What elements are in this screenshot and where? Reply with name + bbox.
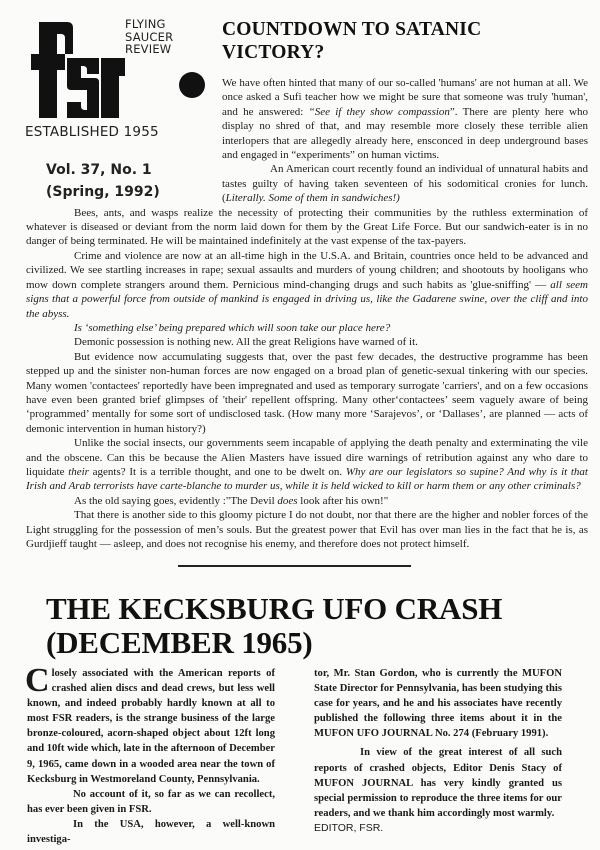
text: As the old saying goes, evidently :"The Devil xyxy=(74,494,278,507)
italic-text: Why are our legislators so supine? And why is it that Irish and Arab terrorists have carte-blanche to murder us, while it is held wicked to kill or harm them or any other criminals? xyxy=(26,465,588,493)
text: Crime and violence are now at an all-time high in the U.S.A. and Britain, countries once held to be advanced and civilized. We see startling increases in rape; sexual assaults and murders of young children; and shootouts by hooligans who mow down complete strangers around them. Pernicious mind-changing drugs and such habits as 'glue-sniffing' — xyxy=(26,249,588,291)
brand-name xyxy=(125,18,173,56)
italic-text: does xyxy=(277,494,298,507)
text: Bees, ants, and wasps realize the necessity of protecting their xyxy=(74,206,369,219)
section-divider xyxy=(178,565,411,567)
title-line: (DECEMBER 1965) xyxy=(46,625,313,660)
article1-paragraph xyxy=(26,249,588,321)
brand-line: FLYING xyxy=(125,17,166,31)
masthead xyxy=(26,16,218,202)
title-line: THE KECKSBURG UFO CRASH xyxy=(46,591,503,626)
fsr-logo xyxy=(25,18,210,146)
article2-column-1 xyxy=(25,662,275,847)
volume-number: Vol. 37, No. 1 xyxy=(46,162,152,178)
article1-paragraph: But evidence now accumulating suggests that, over the past few decades, the destructive programme has been stepped up and the sinister non-human forces are now engaged on a broad plan of genetic-sexual tinkering with our species. Many women 'contactees' reportedly have been impregnated and used as temporary surrogate 'carriers', and on a few occasions have even been granted brief glimpses of 'their' repellent offspring. Many other‘contactees’ seem vaguely aware of being ‘programmed’ mentally for some sort of undisclosed task. (How many more ‘Sarajevos’, or ‘Dallases’, are planned — acts of demonic intervention in human history?) xyxy=(26,350,588,435)
brand-line: REVIEW xyxy=(125,42,172,56)
logo-dot xyxy=(177,70,207,100)
editor-signature: EDITOR, FSR. xyxy=(314,821,384,834)
text: Unlike the social insects, our governments seem incapable of applying the death penalty and exterminating the vile and the obscene. Can this be because the Alien Masters have issued dire warnings of retribution against any who dare to liquidate xyxy=(26,437,588,478)
article2-paragraph: In view of the great interest of all such reports of crashed objects, Editor Denis Stacy of MUFON JOURNAL has very kindly granted us special permission to reproduce the three items for our readers, and we thank him accordingly most warmly. xyxy=(314,747,562,819)
brand-line: SAUCER xyxy=(125,29,174,44)
article1-paragraph xyxy=(26,494,588,508)
fsr-logo-mark xyxy=(25,18,125,123)
article1-paragraph: That there is another side to this gloomy picture I do not doubt, nor that there are the higher and nobler forces of the Light struggling for the possession of men’s souls. But the greatest power that Evil has over man lies in the fact that he is, as Gurdjieff taught — asleep, and does not recognise his enemy, and therefore does not protect himself. xyxy=(26,509,588,550)
issue-info xyxy=(46,159,160,203)
text: losely associated with the American reports of crashed alien discs and dead crews, but less well known, and indeed probably hardly known at all to most FSR readers, is the strange business of the large bronze-coloured, acorn-shaped object about 12ft long and 10ft wide which, late in the afternoon of December 9, 1965, came down in a wooded area near the town of Kecksburg in Westmoreland County, Pennsylvania. xyxy=(27,668,275,785)
article2-title xyxy=(46,592,502,660)
title-line: VICTORY? xyxy=(222,42,325,63)
quote: “See if they show compassion xyxy=(308,105,450,118)
article1-paragraph: Demonic possession is nothing new. All the great Religions have warned of it. xyxy=(74,336,418,349)
article2-paragraph xyxy=(25,662,275,787)
text: We have often hinted that many of our so-called 'humans' are not human at all. We once asked a Sufi teacher how we might be sure that someone was truly 'human', and he answered: xyxy=(222,77,588,118)
article1-paragraph xyxy=(26,436,588,494)
article1 xyxy=(26,16,588,567)
issue-season: (Spring, 1992) xyxy=(46,184,160,200)
article2-paragraph: tor, Mr. Stan Gordon, who is currently the MUFON State Director for Pennsylvania, has been studying this case for years, and he and his associates have recently published the following three items about it in the MUFON UFO JOURNAL No. 274 (February 1991). xyxy=(314,668,562,740)
text: ”. There are plenty here who display no shred of that, and may resemble more closely these terrible alien interlopers that are allegedly already here, ensconced in deep underground bases and engaged in “experiments” on human victims. xyxy=(222,105,588,162)
text: communities by the ruthless extermination of whatever is diseased or deviant from the norm laid down for them by the Great Life Force. But our sandwich-eater is in no danger of being terminated. He will be maintained indefinitely at the vast expense of the tax-payers. xyxy=(26,206,588,248)
article2-paragraph: In the USA, however, a well-known investiga- xyxy=(27,818,275,846)
article1-paragraph xyxy=(26,321,588,335)
text: look after his own!" xyxy=(297,494,389,507)
article2-column-2 xyxy=(314,666,562,836)
article1-paragraph xyxy=(26,206,588,249)
drop-cap: C xyxy=(25,662,50,699)
italic-text: their xyxy=(68,465,89,478)
text: agents? It is a terrible thought, and one to be dwelt on. xyxy=(88,465,346,478)
text: An American court recently found an individual of unnatural habits and tastes guilty of having taken seventeen of his sodomitical cronies for lunch. ( xyxy=(222,163,588,205)
italic-text: all seem signs that a powerful force from outside of mankind is engaged in driving us, like the Gadarene swine, over the cliff and into the abyss. xyxy=(26,278,588,320)
title-line: COUNTDOWN TO SATANIC xyxy=(222,19,482,40)
established-line: ESTABLISHED 1955 xyxy=(25,124,159,140)
italic-text: Is ‘something else’ being prepared which will soon take our place here? xyxy=(74,321,391,334)
italic-text: Literally. Some of them in sandwiches!) xyxy=(225,192,400,205)
article2-paragraph: No account of it, so far as we can recollect, has ever been given in FSR. xyxy=(27,788,275,815)
